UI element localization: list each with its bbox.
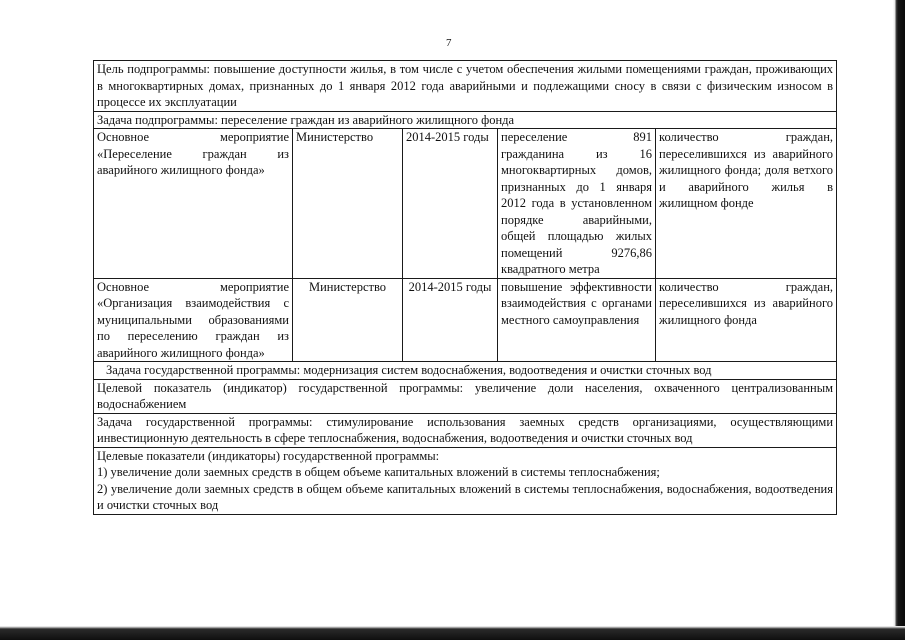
result-cell: повышение эффективности взаимодействия с органами местного самоуправления (498, 278, 656, 362)
page-number: 7 (446, 37, 452, 49)
executor-cell: Министерство (293, 129, 403, 279)
program-table (93, 60, 837, 515)
result-cell: переселение 891 гражданина из 16 многоквартирных домов, признанных до 1 января 2012 года в установленном порядке аварийными, общей площадью жилых помещений 9276,86 квадратного метра (498, 129, 656, 279)
indicator-cell: количество граждан, переселившихся из аварийного жилищного фонда; доля ветхого и аварийного жилья в жилищном фонде (656, 129, 837, 279)
state-indicators-row (94, 447, 837, 514)
table-row (94, 129, 837, 279)
period-cell: 2014-2015 годы (403, 278, 498, 362)
measure-cell: Основное мероприятие «Организация взаимодействия с муниципальными образованиями по переселению граждан из аварийного жилищного фонда» (94, 278, 293, 362)
indicator-cell: количество граждан, переселившихся из аварийного жилищного фонда (656, 278, 837, 362)
state-task-invest-row (94, 413, 837, 447)
list-item: 1) увеличение доли заемных средств в общем объеме капитальных вложений в системы теплоснабжения; (97, 465, 660, 479)
state-task-invest-cell: Задача государственной программы: стимулирование использования заемных средств организациями, осуществляющими инвестиционную деятельность в сфере теплоснабжения, водоснабжения, водоотведения и очистки сточных вод (94, 413, 837, 447)
scan-border-right (893, 0, 905, 640)
table-row (94, 278, 837, 362)
measure-cell: Основное мероприятие «Переселение граждан из аварийного жилищного фонда» (94, 129, 293, 279)
executor-cell: Министерство (293, 278, 403, 362)
state-indicator-water-row (94, 379, 837, 413)
goal-row (94, 61, 837, 112)
state-indicator-water-cell: Целевой показатель (индикатор) государственной программы: увеличение доли населения, охваченного централизованным водоснабжением (94, 379, 837, 413)
scan-border-bottom (0, 626, 905, 640)
list-item: 2) увеличение доли заемных средств в общем объеме капитальных вложений в системы теплоснабжения, водоснабжения, водоотведения и очистки сточных вод (97, 481, 834, 512)
period-cell: 2014-2015 годы (403, 129, 498, 279)
state-task-water-row (94, 362, 837, 380)
state-indicators-cell (94, 447, 837, 514)
task-row (94, 111, 837, 129)
subprogram-goal-cell: Цель подпрограммы: повышение доступности жилья, в том числе с учетом обеспечения жилыми помещениями граждан, проживающих в многоквартирных домах, признанных до 1 января 2012 года аварийными и подлежащими сносу в связи с физическим износом в процессе их эксплуатации (94, 61, 837, 112)
subprogram-task-cell: Задача подпрограммы: переселение граждан из аварийного жилищного фонда (94, 111, 837, 129)
state-indicators-title: Целевые показатели (индикаторы) государственной программы: (97, 448, 440, 463)
state-task-water-cell: Задача государственной программы: модернизация систем водоснабжения, водоотведения и очистки сточных вод (94, 362, 837, 380)
